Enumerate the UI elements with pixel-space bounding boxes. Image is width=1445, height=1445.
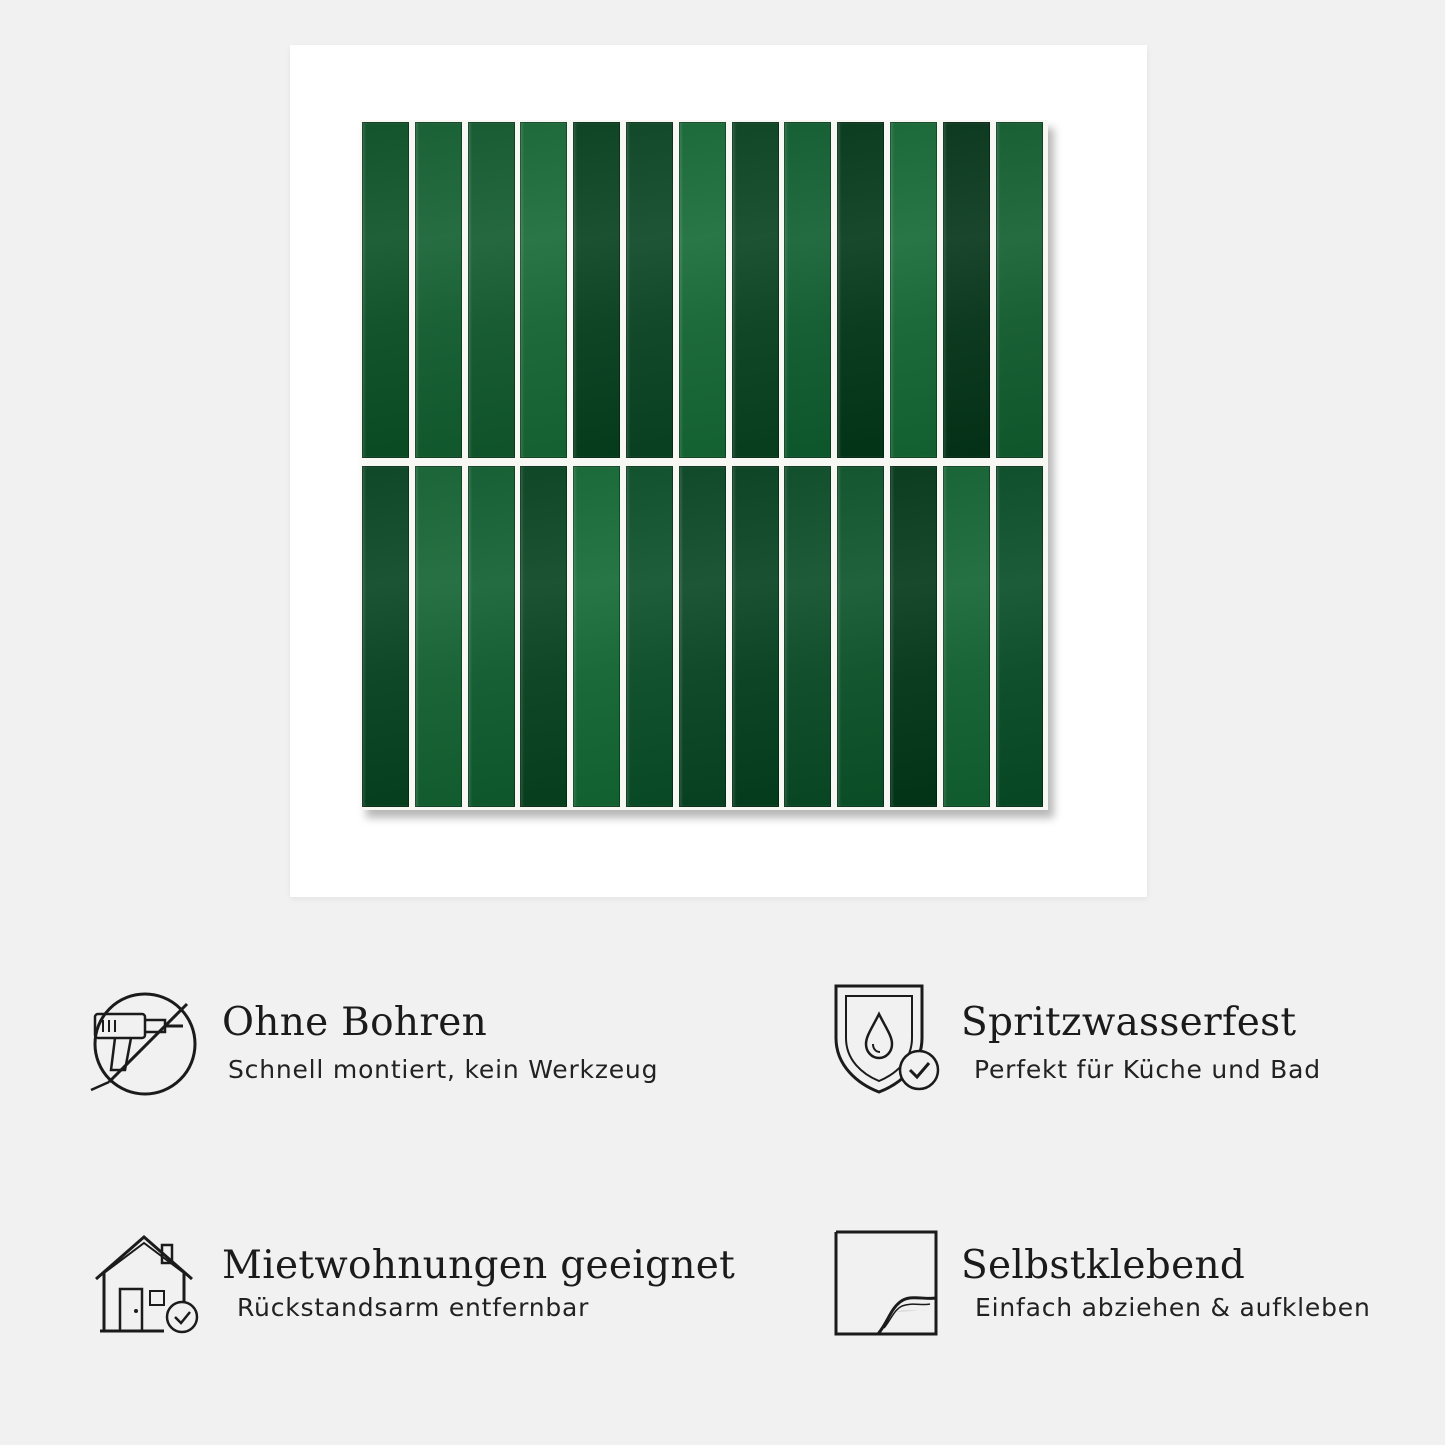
tile-strip (943, 122, 990, 458)
tile-strip (732, 466, 779, 807)
feature-title: Spritzwasserfest (961, 1000, 1297, 1045)
green-tile-sheet (360, 120, 1048, 810)
tile-strip (520, 466, 567, 807)
feature-title: Selbstklebend (961, 1243, 1246, 1288)
house-check-icon (92, 1228, 212, 1348)
no-drill-icon (85, 985, 205, 1105)
tile-strip (943, 466, 990, 807)
tile-strip (626, 466, 673, 807)
feature-subtitle: Rückstandsarm entfernbar (237, 1293, 590, 1322)
tile-strip (362, 122, 409, 458)
tile-strip (784, 466, 831, 807)
tile-strip (520, 122, 567, 458)
tile-strip (415, 122, 462, 458)
tile-row-top (362, 122, 1046, 458)
tile-strip (679, 122, 726, 458)
tile-strip (468, 466, 515, 807)
tile-strip (679, 466, 726, 807)
tile-strip (996, 122, 1043, 458)
tile-strip (732, 122, 779, 458)
tile-strip (784, 122, 831, 458)
tile-strip (996, 466, 1043, 807)
tile-strip (415, 466, 462, 807)
feature-title: Ohne Bohren (222, 1000, 488, 1045)
feature-subtitle: Schnell montiert, kein Werkzeug (228, 1055, 659, 1084)
tile-strip (890, 466, 937, 807)
feature-subtitle: Einfach abziehen & aufkleben (975, 1293, 1371, 1322)
tile-strip (362, 466, 409, 807)
tile-strip (890, 122, 937, 458)
peel-sticker-icon (830, 1228, 950, 1348)
tile-strip (837, 466, 884, 807)
tile-strip (837, 122, 884, 458)
tile-strip (626, 122, 673, 458)
feature-subtitle: Perfekt für Küche und Bad (974, 1055, 1321, 1084)
tile-strip (573, 466, 620, 807)
tile-strip (573, 122, 620, 458)
tile-strip (468, 122, 515, 458)
tile-row-bottom (362, 466, 1046, 807)
feature-title: Mietwohnungen geeignet (222, 1243, 736, 1288)
water-shield-icon (826, 980, 946, 1100)
